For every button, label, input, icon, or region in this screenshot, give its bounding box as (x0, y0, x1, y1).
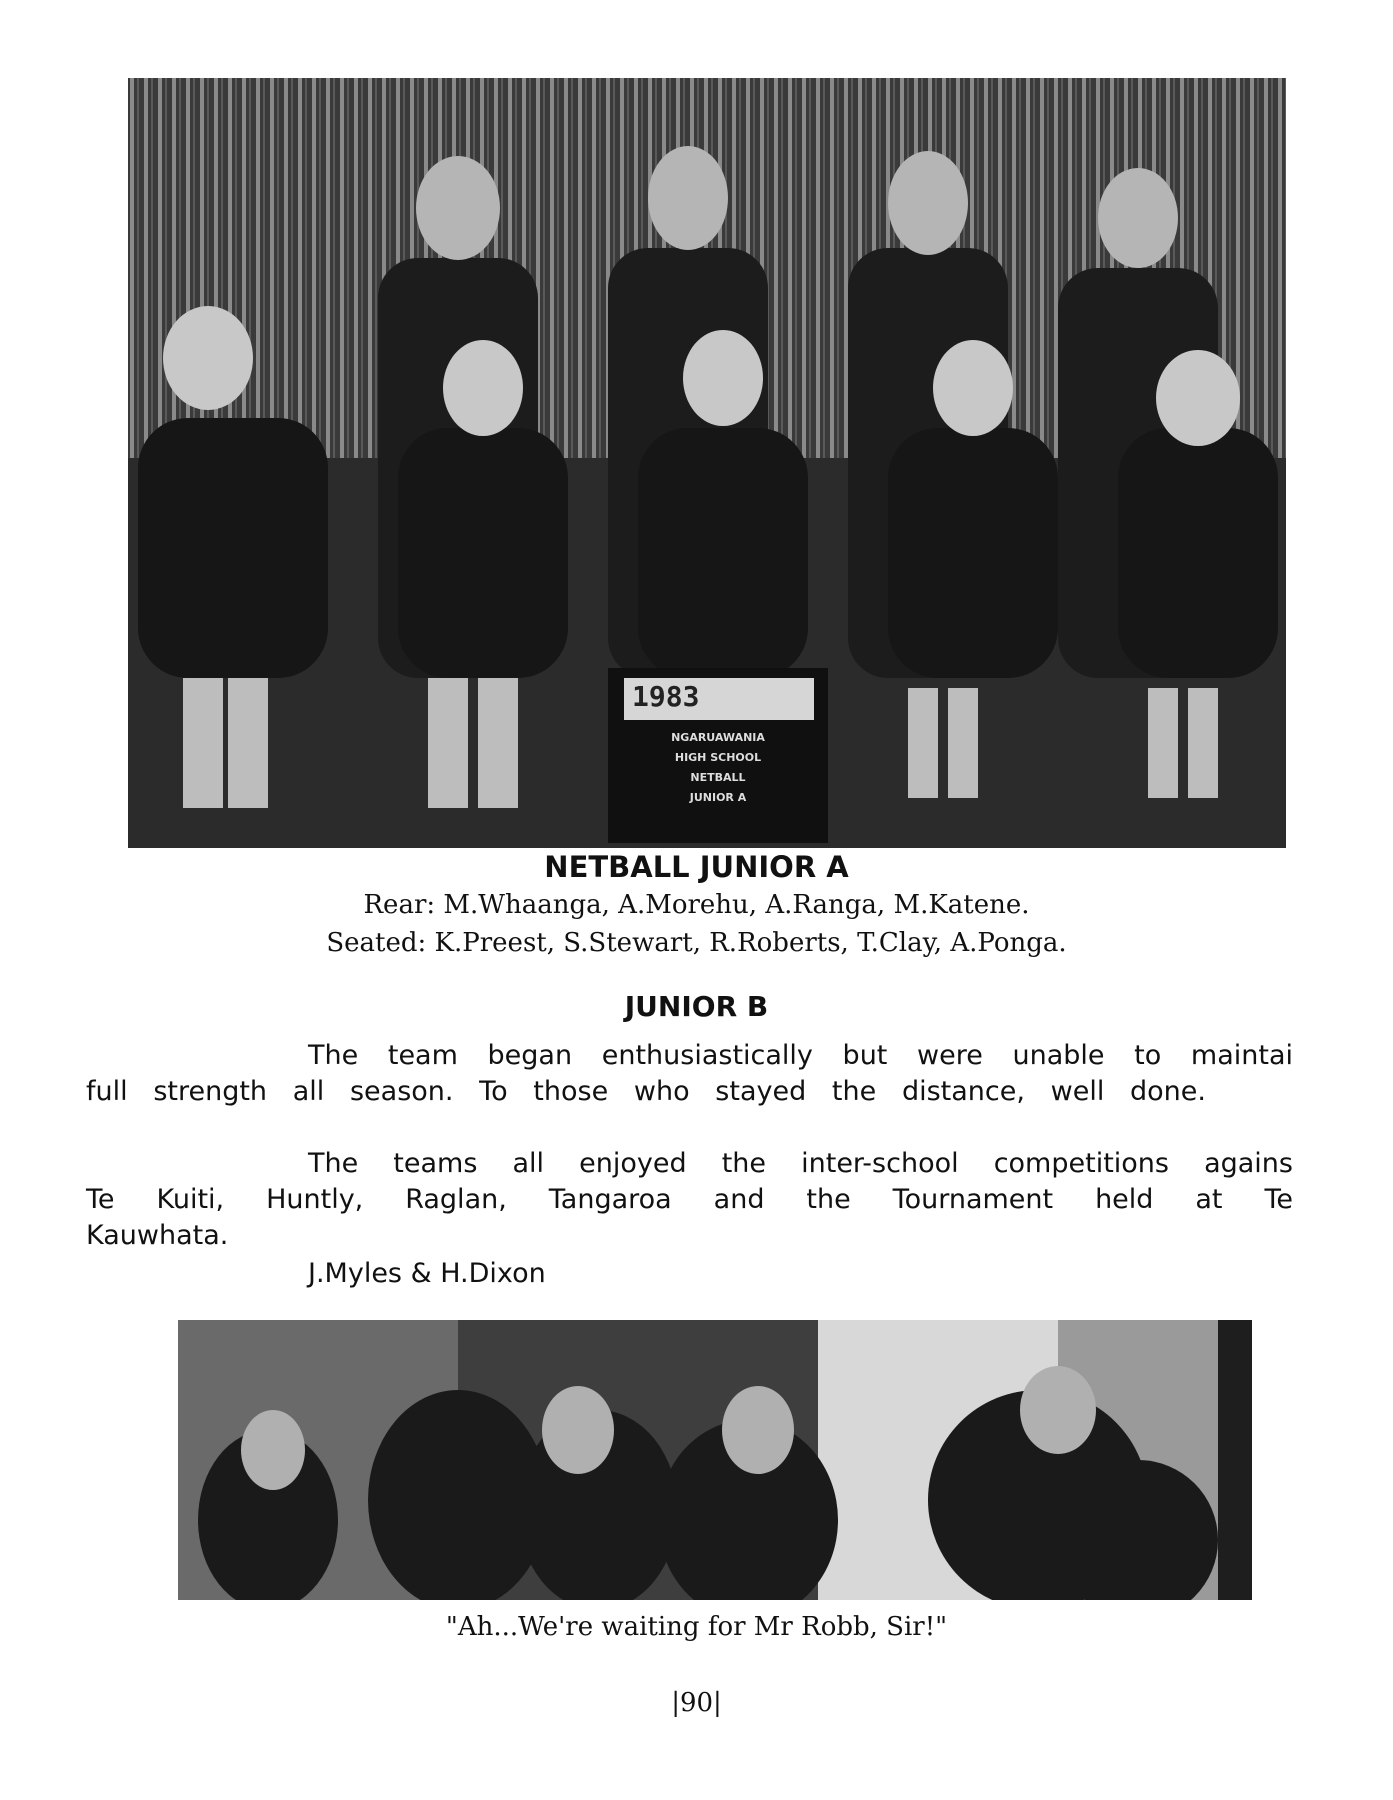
paragraph-line: Kauwhata. (86, 1220, 229, 1251)
candid-caption: "Ah...We're waiting for Mr Robb, Sir!" (445, 1612, 948, 1642)
paragraph-line: full strength all season. To those who stayed the distance, well done. (86, 1076, 1206, 1107)
team-photo (128, 78, 1286, 848)
section-heading: JUNIOR B (624, 990, 769, 1023)
sign-text (608, 728, 828, 808)
paragraph-line: Te Kuiti, Huntly, Raglan, Tangaroa and the Tournament held at Te (86, 1184, 1293, 1215)
paragraph-line: The team began enthusiastically but were unable to maintai (308, 1040, 1293, 1071)
photo-title: NETBALL JUNIOR A (544, 850, 849, 884)
sign-line: NETBALL (690, 771, 746, 784)
sign-line: NGARUAWANIA (671, 731, 765, 744)
sign-line: HIGH SCHOOL (674, 751, 762, 764)
signature: J.Myles & H.Dixon (308, 1258, 546, 1289)
photo-caption-seated: Seated: K.Preest, S.Stewart, R.Roberts, T.Clay, A.Ponga. (326, 928, 1067, 958)
sign-line: JUNIOR A (689, 791, 747, 804)
photo-caption-rear: Rear: M.Whaanga, A.Morehu, A.Ranga, M.Katene. (363, 890, 1030, 920)
candid-photo (178, 1320, 1252, 1600)
paragraph-line: The teams all enjoyed the inter-school competitions agains (308, 1148, 1293, 1179)
page-number: |90| (671, 1688, 722, 1718)
sign-year: 1983 (632, 680, 700, 713)
